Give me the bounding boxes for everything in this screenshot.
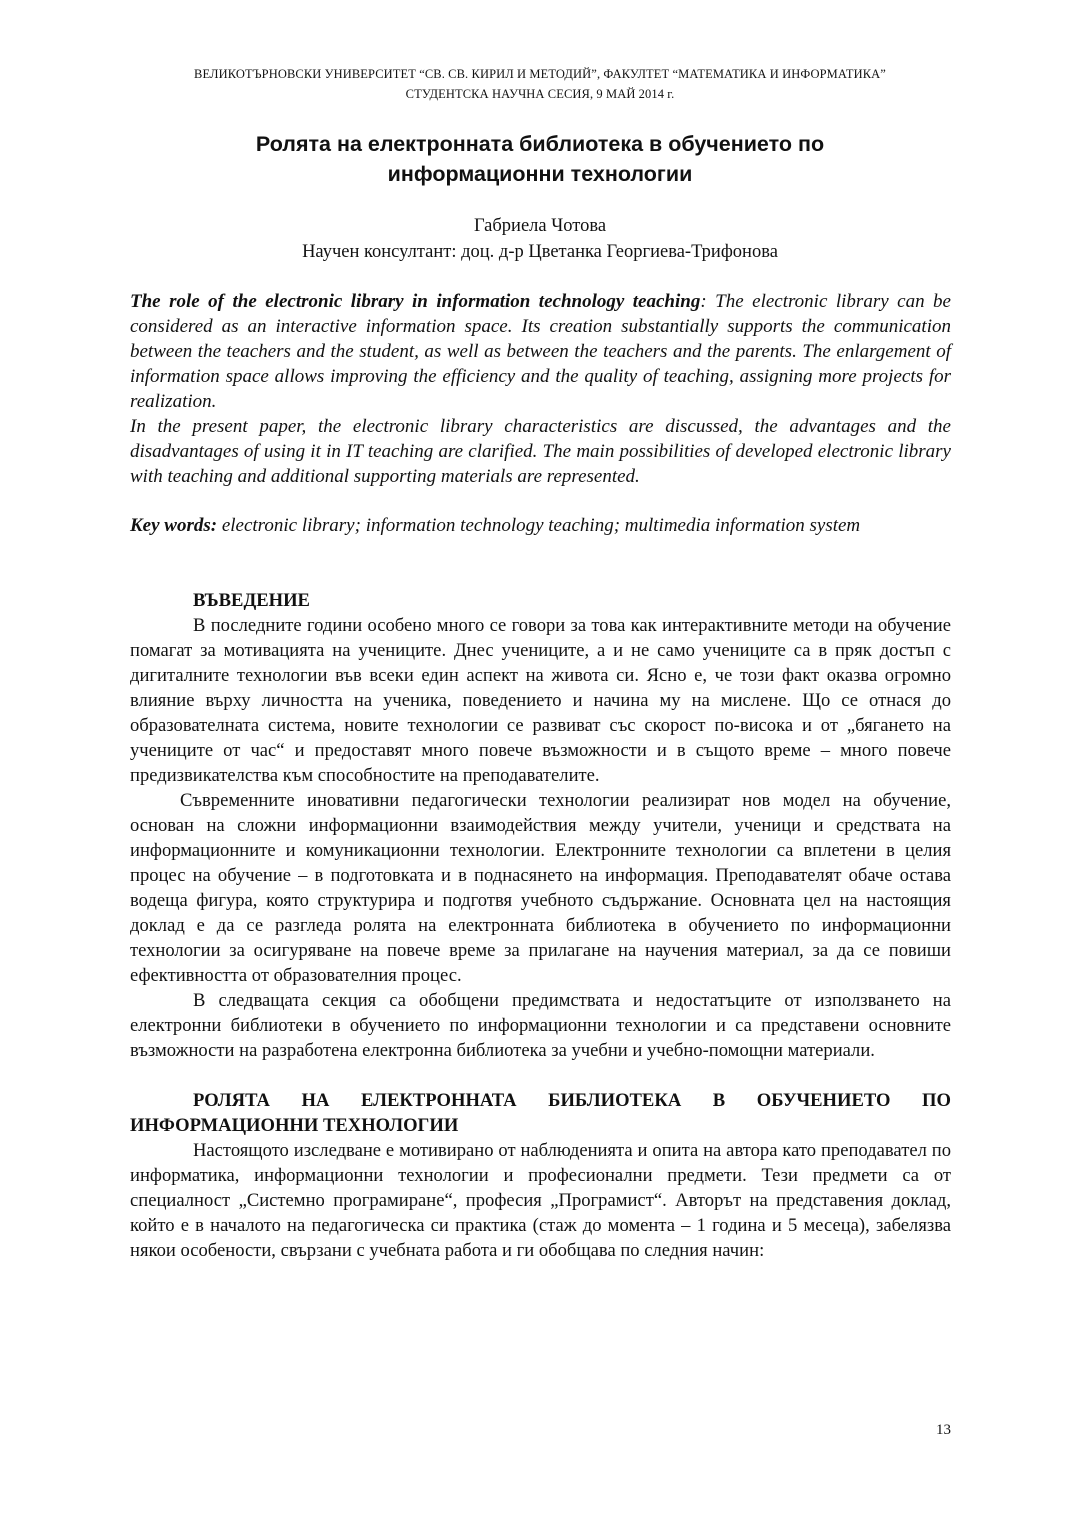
abstract-text-1: : The electronic library can be considered as an interactive information space. Its creation substantially supports the communication between the teachers and the student, as well as between the teachers and the parents. The enlargement of information space allows improving the efficiency and the quality of teaching, assigning more projects for realization. — [130, 291, 951, 412]
intro-paragraph-1: В последните години особено много се говори за това как интерактивните методи на обучение помагат за мотивацията на учениците. Днес учениците, а и не само учениците са в пряк достъп с дигиталните технологии във всеки един аспект на живота си. Ясно е, че този факт оказва огромно влияние върху личността на ученика, поведението и начина му на мислене. Що се отнася до образователната система, новите технологии се развиват със скорост по-висока и от „бягането на учениците от час“ и предоставят много повече възможности и в същото време – много повече предизвикателства към способностите на преподавателите. — [130, 615, 951, 786]
header-line-1: ВЕЛИКОТЪРНОВСКИ УНИВЕРСИТЕТ “СВ. СВ. КИРИЛ И МЕТОДИЙ”, ФАКУЛТЕТ “МАТЕМАТИКА И ИНФОРМАТИКА” — [194, 67, 886, 81]
conference-header — [130, 64, 950, 104]
title-line-2: информационни технологии — [387, 162, 693, 186]
scientific-advisor: Научен консултант: доц. д-р Цветанка Георгиева-Трифонова — [302, 242, 778, 262]
section-heading-role: РОЛЯТА НА ЕЛЕКТРОННАТА БИБЛИОТЕКА В ОБУЧЕНИЕТО ПО ИНФОРМАЦИОННИ ТЕХНОЛОГИИ — [130, 1090, 951, 1136]
paper-title — [130, 129, 950, 189]
intro-paragraph-2: Съвременните иновативни педагогически технологии реализират нов модел на обучение, основан на сложни информационни взаимодействия между учители, ученици и средствата на информационните и комуникационни технологии. Електронните технологии са вплетени в целия процес на обучение – в подготовката и в поднасянето на информация. Преподавателят обаче остава водеща фигура, която структурира и подготвя учебното съдържание. Основната цел на настоящия доклад е да се разгледа ролята на електронната библиотека в обучението по информационни технологии за осигуряване на повече време за прилагане на научения материал, за да се повиши ефективността от образователния процес. — [130, 790, 951, 986]
abstract-english-title: The role of the electronic library in information technology teaching — [130, 291, 701, 312]
page-number: 13 — [936, 1422, 951, 1438]
role-paragraph-1: Настоящото изследване е мотивирано от наблюденията и опита на автора като преподавател по информатика, информационни технологии и професионални предмети. Тези предмети са от специалност „Системно програмиране“, професия „Програмист“. Авторът на представения доклад, който е в началото на педагогическа си практика (стаж до момента – 1 година и 5 месеца), забелязва някои особености, свързани с учебната работа и ги обобщава по следния начин: — [130, 1140, 951, 1261]
abstract — [130, 289, 951, 489]
keywords-label: Key words: — [130, 515, 218, 536]
author-name: Габриела Чотова — [473, 216, 607, 236]
title-line-1: Ролята на електронната библиотека в обучението по — [255, 132, 825, 156]
main-body — [130, 588, 951, 1263]
abstract-paragraph-1 — [130, 289, 951, 414]
header-line-2: СТУДЕНТСКА НАУЧНА СЕСИЯ, 9 МАЙ 2014 г. — [405, 87, 675, 101]
section-heading-introduction: ВЪВЕДЕНИЕ — [193, 590, 310, 611]
abstract-paragraph-2: In the present paper, the electronic library characteristics are discussed, the advantages and the disadvantages of using it in IT teaching are clarified. The main possibilities of developed electronic library with teaching and additional supporting materials are represented. — [130, 416, 951, 487]
keywords — [130, 513, 951, 538]
intro-paragraph-3: В следващата секция са обобщени предимствата и недостатъците от използването на електронни библиотеки в обучението по информационни технологии и са представени основните възможности на разработена електронна библиотека за учебни и учебно-помощни материали. — [130, 990, 951, 1061]
authors-block — [130, 213, 950, 265]
keywords-text: electronic library; information technology teaching; multimedia information system — [217, 515, 861, 536]
